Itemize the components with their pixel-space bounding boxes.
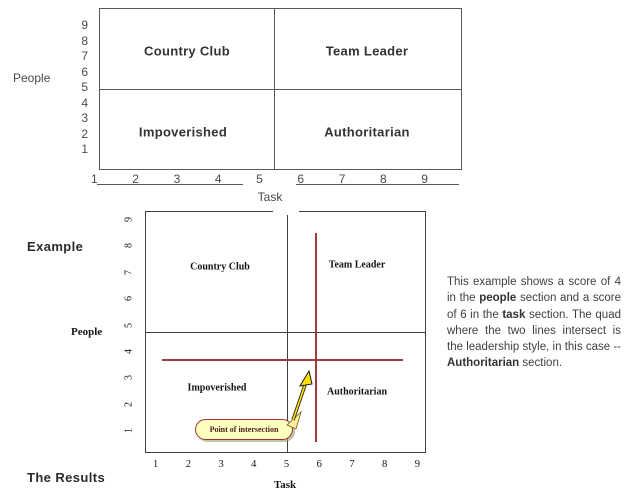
top-horizontal-divider — [100, 89, 461, 90]
example-x-tick: 4 — [251, 459, 257, 470]
description-segment: task — [502, 308, 526, 321]
description-segment: section. The quad where the two lines intersect is the leadership style, in this case -- — [447, 308, 621, 354]
top-x-axis-label: Task — [257, 190, 283, 204]
top-y-tick: 2 — [81, 126, 88, 141]
example-quadrant-authoritarian: Authoritarian — [327, 386, 387, 398]
description-segment: section and a score of 6 in the — [447, 292, 622, 321]
example-heading: Example — [27, 239, 84, 254]
top-y-tick: 7 — [81, 49, 88, 63]
top-x-tick: 7 — [338, 172, 346, 186]
example-y-tick: 8 — [123, 243, 135, 249]
example-quadrant-country-club: Country Club — [190, 261, 250, 273]
description-segment: people — [479, 292, 517, 305]
description-segment: section. — [519, 357, 563, 370]
top-y-tick: 1 — [81, 142, 88, 156]
example-y-tick: 5 — [123, 322, 135, 328]
top-x-tick: 8 — [379, 172, 387, 186]
example-x-tick: 6 — [316, 459, 322, 470]
top-y-tick: 6 — [81, 64, 88, 79]
top-x-tick: 6 — [297, 172, 305, 186]
top-y-tick: 8 — [81, 33, 88, 48]
example-quadrant-team-leader: Team Leader — [328, 259, 386, 271]
top-y-tick: 4 — [81, 95, 88, 110]
top-x-tick: 9 — [421, 172, 428, 186]
example-x-tick: 1 — [153, 459, 159, 470]
example-y-axis-label: People — [71, 326, 103, 338]
description-segment: This example shows a score of 4 in the — [447, 276, 621, 305]
top-x-tick: 4 — [214, 172, 222, 186]
top-quadrant-impoverished: Impoverished — [138, 124, 228, 140]
example-y-tick: 9 — [123, 217, 135, 222]
callout-label: Point of intersection — [209, 425, 279, 434]
top-y-axis-label: People — [13, 71, 51, 85]
people-score-line — [162, 359, 403, 361]
top-x-tick: 1 — [91, 172, 98, 186]
example-y-tick: 3 — [123, 375, 135, 381]
point-of-intersection-callout — [195, 419, 293, 440]
example-y-tick: 1 — [123, 428, 135, 433]
example-x-tick: 9 — [414, 459, 420, 470]
top-chart-plot-area — [99, 8, 462, 170]
example-y-tick: 7 — [123, 269, 135, 275]
example-x-tick: 2 — [185, 459, 191, 470]
top-x-tick: 5 — [256, 172, 263, 186]
top-quadrant-team-leader: Team Leader — [325, 43, 409, 59]
results-heading: The Results — [27, 470, 106, 485]
top-x-axis-underline-left — [97, 184, 243, 185]
example-x-tick: 5 — [283, 459, 290, 470]
top-x-tick: 2 — [132, 172, 139, 186]
description-segment: Authoritarian — [447, 357, 520, 370]
example-y-tick: 2 — [123, 401, 135, 407]
example-y-axis-ticks — [121, 214, 137, 436]
task-score-line — [315, 233, 317, 442]
top-x-axis-underline-right — [296, 184, 459, 185]
example-x-axis-ticks — [153, 459, 420, 470]
top-y-tick: 9 — [81, 18, 88, 32]
example-description — [447, 274, 621, 372]
example-x-tick: 7 — [349, 459, 355, 470]
top-quadrant-country-club: Country Club — [144, 43, 230, 59]
top-x-tick: 3 — [173, 172, 181, 186]
border-gap-cover — [273, 206, 299, 215]
example-x-tick: 8 — [382, 459, 388, 470]
top-y-tick: 3 — [81, 111, 88, 125]
example-quadrant-impoverished: Impoverished — [187, 382, 247, 394]
top-quadrant-authoritarian: Authoritarian — [324, 124, 410, 140]
top-y-axis-ticks — [70, 18, 88, 156]
example-horizontal-divider — [145, 332, 426, 333]
example-y-tick: 6 — [123, 296, 135, 302]
example-y-tick: 4 — [123, 348, 135, 354]
example-x-tick: 3 — [218, 459, 224, 470]
top-y-tick: 5 — [81, 80, 88, 94]
example-x-axis-label: Task — [273, 479, 297, 491]
